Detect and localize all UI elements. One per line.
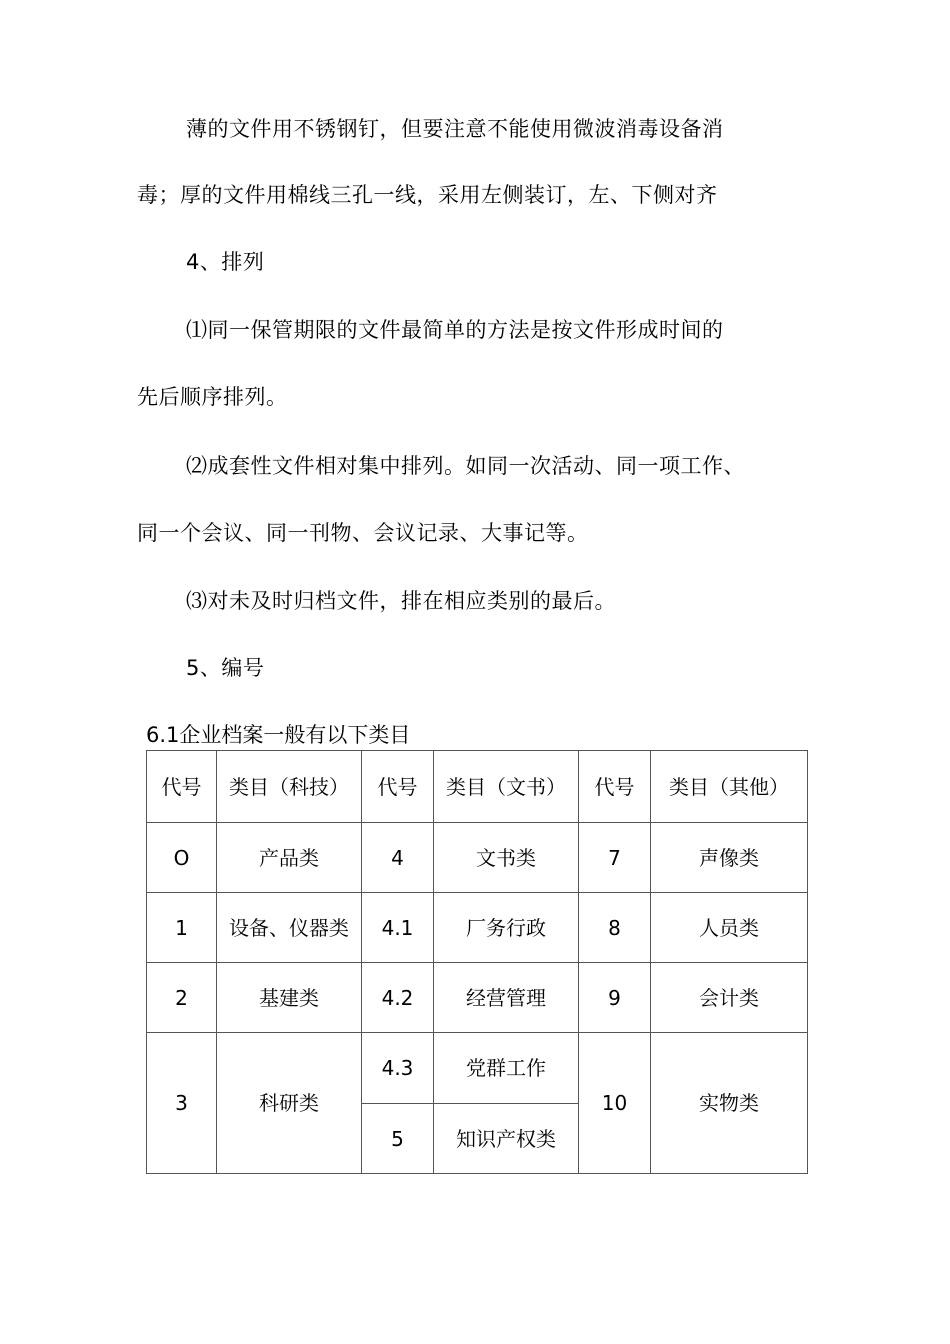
- section-heading-numbering: 5、编号: [186, 656, 265, 680]
- cell-code: O: [147, 823, 217, 893]
- header-category-tech: 类目（科技）: [217, 751, 362, 823]
- paragraph-arrange-3: ⑶对未及时归档文件，排在相应类别的最后。: [186, 589, 616, 613]
- paragraph-arrange-2a: ⑵成套性文件相对集中排列。如同一次活动、同一项工作、: [186, 454, 745, 478]
- archive-category-table: [146, 750, 808, 1174]
- cell-code: 1: [147, 893, 217, 963]
- table-row: [147, 1033, 808, 1104]
- cell-code: 3: [147, 1033, 217, 1174]
- header-code-tech: 代号: [147, 751, 217, 823]
- header-code-other: 代号: [579, 751, 651, 823]
- cell-category: 声像类: [651, 823, 808, 893]
- section-heading-arrange: 4、排列: [186, 250, 265, 274]
- paragraph-arrange-1a: ⑴同一保管期限的文件最简单的方法是按文件形成时间的: [186, 318, 724, 342]
- cell-category: 知识产权类: [434, 1104, 579, 1174]
- paragraph-binding-1: 薄的文件用不锈钢钉，但要注意不能使用微波消毒设备消: [186, 117, 724, 141]
- cell-code: 10: [579, 1033, 651, 1174]
- cell-category: 会计类: [651, 963, 808, 1033]
- paragraph-arrange-1b: 先后顺序排列。: [137, 385, 288, 409]
- cell-code: 4.1: [362, 893, 434, 963]
- cell-category: 基建类: [217, 963, 362, 1033]
- cell-code: 4: [362, 823, 434, 893]
- table-row: [147, 823, 808, 893]
- table-caption: 6.1企业档案一般有以下类目: [146, 723, 411, 747]
- paragraph-arrange-2b: 同一个会议、同一刊物、会议记录、大事记等。: [137, 521, 589, 545]
- cell-category: 产品类: [217, 823, 362, 893]
- header-category-docs: 类目（文书）: [434, 751, 579, 823]
- cell-code: 5: [362, 1104, 434, 1174]
- table-row: [147, 893, 808, 963]
- cell-category: 经营管理: [434, 963, 579, 1033]
- cell-category: 设备、仪器类: [217, 893, 362, 963]
- table-row: [147, 963, 808, 1033]
- cell-category: 文书类: [434, 823, 579, 893]
- cell-code: 7: [579, 823, 651, 893]
- cell-category: 党群工作: [434, 1033, 579, 1104]
- cell-category: 人员类: [651, 893, 808, 963]
- paragraph-binding-2: 毒；厚的文件用棉线三孔一线，采用左侧装订，左、下侧对齐: [137, 183, 718, 207]
- header-category-other: 类目（其他）: [651, 751, 808, 823]
- cell-code: 2: [147, 963, 217, 1033]
- cell-code: 4.3: [362, 1033, 434, 1104]
- cell-code: 8: [579, 893, 651, 963]
- cell-code: 9: [579, 963, 651, 1033]
- cell-code: 4.2: [362, 963, 434, 1033]
- cell-category: 厂务行政: [434, 893, 579, 963]
- cell-category: 实物类: [651, 1033, 808, 1174]
- cell-category: 科研类: [217, 1033, 362, 1174]
- table-header-row: [147, 751, 808, 823]
- header-code-docs: 代号: [362, 751, 434, 823]
